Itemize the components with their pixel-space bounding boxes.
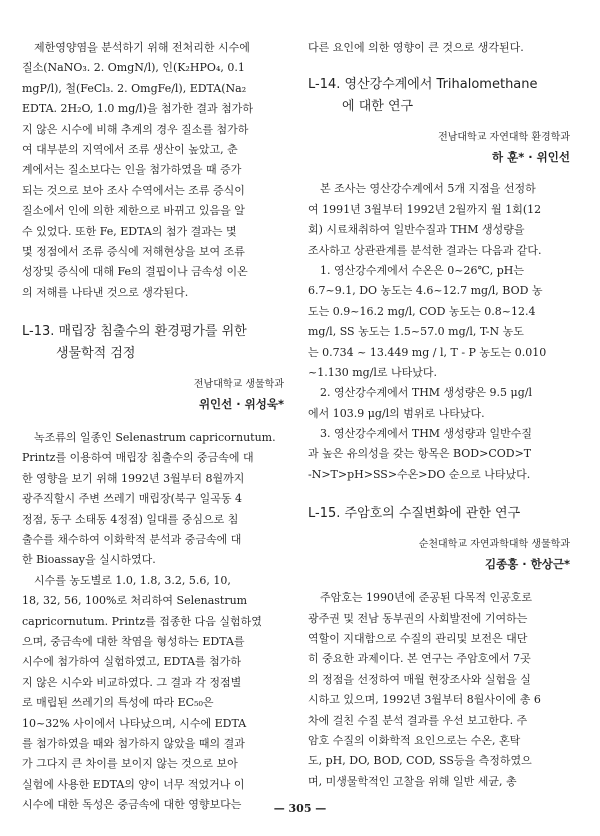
text-line: 지 않은 시수에 비해 추계의 경우 질소를 첨가하	[22, 122, 249, 136]
text-line: 여 1991년 3월부터 1992년 2월까지 월 1회(12	[308, 202, 542, 216]
paragraph-nutrient-enrichment	[22, 38, 284, 303]
text-line: 도, pH, DO, BOD, COD, SS등을 측정하였으	[308, 754, 532, 768]
text-line: ~1.130 mg/l로 나타났다.	[308, 365, 438, 379]
text-line: 정점, 동구 소태동 4정점) 일대를 중심으로 침	[22, 512, 239, 526]
text-line: 며, 미생물학적인 고찰을 위해 일반 세균, 총	[308, 774, 517, 788]
result-item-2	[308, 383, 570, 424]
right-column	[308, 38, 570, 792]
text-line: 출수를 채수하여 이화학적 분석과 중금속에 대	[22, 533, 242, 547]
text-line: 의 정점을 선정하여 매월 현장조사와 실험을 실	[308, 672, 531, 686]
authors: 하 훈* · 위인선	[492, 150, 570, 165]
paragraph-thm-intro	[308, 179, 570, 261]
text-line: mgP/l), 철(FeCl₃. 2. OmgFe/l), EDTA(Na₂	[22, 81, 247, 95]
text-line: 으며, 중금속에 대한 착염을 형성하는 EDTA를	[22, 634, 245, 648]
text-line: mg/l, SS 농도는 1.5~57.0 mg/l, T-N 농도	[308, 325, 524, 339]
text-line: capricornutum. Printz를 접종한 다음 실험하였	[22, 614, 262, 628]
text-line: 3. 영산강수계에서 THM 생성량과 일반수질	[320, 427, 533, 441]
text-line: 한 Bioassay을 실시하였다.	[22, 553, 156, 567]
paragraph-juam-lake	[308, 588, 570, 792]
text-line: 회) 시료채취하여 일반수질과 THM 생성량을	[308, 223, 525, 237]
section-title-l15	[308, 503, 570, 525]
text-line: 성장및 증식에 대해 Fe의 결핍이나 금속성 이온	[22, 265, 248, 279]
text-line: 2. 영산강수계에서 THM 생성량은 9.5 μg/l	[320, 386, 532, 400]
text-line: EDTA. 2H₂O, 1.0 mg/l)을 첨가한 결과 첨가하	[22, 102, 253, 116]
left-column	[22, 38, 284, 816]
text-line: 조사하고 상관관계를 분석한 결과는 다음과 같다.	[308, 243, 542, 257]
authors: 김종홍 · 한상근*	[484, 557, 570, 572]
text-line: 제한영양염을 분석하기 위해 전처리한 시수에	[34, 41, 250, 54]
text-line: 로 매립된 쓰레기의 특성에 따라 EC₅₀은	[22, 696, 214, 710]
text-line: 시하고 있으며, 1992년 3월부터 8월사이에 총 6	[308, 693, 541, 707]
text-line: 를 첨가하였을 때와 첨가하지 않았을 때의 결과	[22, 736, 245, 750]
result-item-1	[308, 261, 570, 383]
section-title-line: L-15. 주암호의 수질변화에 관한 연구	[308, 506, 521, 522]
paragraph-bioassay-intro	[22, 428, 284, 571]
text-line: 광주권 및 전남 동부권의 사회발전에 기여하는	[308, 611, 528, 625]
text-line: 되는 것으로 보아 조사 수역에서는 조류 증식이	[22, 183, 245, 197]
text-line: 수 있었다. 또한 Fe, EDTA의 첨가 결과는 몇	[22, 224, 237, 238]
section-title-line: L-14. 영산강수계에서 Trihalomethane	[308, 77, 538, 93]
text-line: 6.7~9.1, DO 농도는 4.6~12.7 mg/l, BOD 농	[308, 284, 543, 298]
authors: 위인선 · 위성욱*	[198, 397, 284, 412]
text-line: -N>T>pH>SS>수온>DO 순으로 나타났다.	[308, 467, 531, 481]
text-line: 18, 32, 56, 100%로 처리하여 Selenastrum	[22, 594, 248, 608]
text-line: 시수에 대한 독성은 중금속에 대한 영향보다는	[22, 798, 242, 812]
text-line: 시수를 농도별로 1.0, 1.8, 3.2, 5.6, 10,	[34, 573, 231, 587]
text-line: 주암호는 1990년에 준공된 다목적 인공호로	[320, 591, 532, 605]
text-line: 시수에 첨가하여 실험하였고, EDTA를 첨가하	[22, 655, 242, 669]
text-line: 1. 영산강수계에서 수온은 0~26℃, pH는	[320, 263, 525, 277]
text-line: 역할이 지대함으로 수질의 관리및 보전은 대단	[308, 632, 528, 646]
text-line: 도는 0.9~16.2 mg/l, COD 농도는 0.8~12.4	[308, 304, 536, 318]
affiliation: 전남대학교 자연대학 환경학과	[438, 132, 570, 144]
text-line: 다른 요인에 의한 영향이 큰 것으로 생각된다.	[308, 41, 524, 54]
section-title-l14	[308, 74, 570, 118]
text-line: 10~32% 사이에서 나타났으며, 시수에 EDTA	[22, 716, 247, 730]
text-line: 에서 103.9 μg/l의 범위로 나타났다.	[308, 406, 485, 420]
text-line: 차에 걸친 수질 분석 결과를 우선 보고한다. 주	[308, 713, 528, 727]
text-line: 몇 정점에서 조류 증식에 저해현상을 보여 조류	[22, 244, 245, 258]
text-line: 히 중요한 과제이다. 본 연구는 주암호에서 7곳	[308, 652, 531, 666]
section-title-line: L-13. 매립장 침출수의 환경평가를 위한	[22, 324, 247, 340]
text-line: 질소(NaNO₃. 2. OmgN/l), 인(K₂HPO₄, 0.1	[22, 61, 245, 75]
text-line: 암호 수질의 이화학적 요인으로는 수온, 혼탁	[308, 733, 521, 747]
text-line: 는 0.734 ~ 13.449 mg / l, T - P 농도는 0.010	[308, 345, 547, 359]
text-line: 의 저해를 나타낸 것으로 생각된다.	[22, 285, 189, 299]
text-line: 광주직할시 주변 쓰레기 매립장(북구 일곡동 4	[22, 492, 243, 506]
affiliation: 순천대학교 자연과학대학 생물학과	[418, 539, 570, 551]
text-line: 계에서는 질소보다는 인을 첨가하였을 때 증가	[22, 163, 242, 177]
text-line: 여 대부분의 지역에서 조류 생산이 높았고, 춘	[22, 142, 238, 156]
page-number: — 305 —	[273, 802, 327, 815]
text-line: Printz를 이용하여 매립장 침출수의 중금속에 대	[22, 451, 254, 465]
section-title-l13	[22, 321, 284, 365]
text-line: 한 영향을 보기 위해 1992년 3월부터 8월까지	[22, 471, 245, 485]
result-item-3	[308, 424, 570, 485]
section-title-line: 생물학적 검정	[56, 346, 136, 362]
affiliation: 전남대학교 생물학과	[193, 379, 284, 391]
text-line: 질소에서 인에 의한 제한으로 바뀌고 있음을 알	[22, 204, 245, 218]
paragraph-bioassay-results	[22, 571, 284, 816]
text-line: 본 조사는 영산강수계에서 5개 지점을 선정하	[320, 182, 536, 196]
text-line: 과 높은 유의성을 갖는 항목은 BOD>COD>T	[308, 447, 532, 461]
text-line: 녹조류의 일종인 Selenastrum capricornutum.	[34, 431, 276, 445]
text-line: 가 그다지 큰 차이를 보이지 않는 것으로 보아	[22, 757, 238, 771]
text-line: 실험에 사용한 EDTA의 양이 너무 적었거나 이	[22, 777, 245, 791]
section-title-line: 에 대한 연구	[342, 99, 414, 115]
text-line: 지 않은 시수와 비교하였다. 그 결과 각 정점별	[22, 675, 242, 689]
